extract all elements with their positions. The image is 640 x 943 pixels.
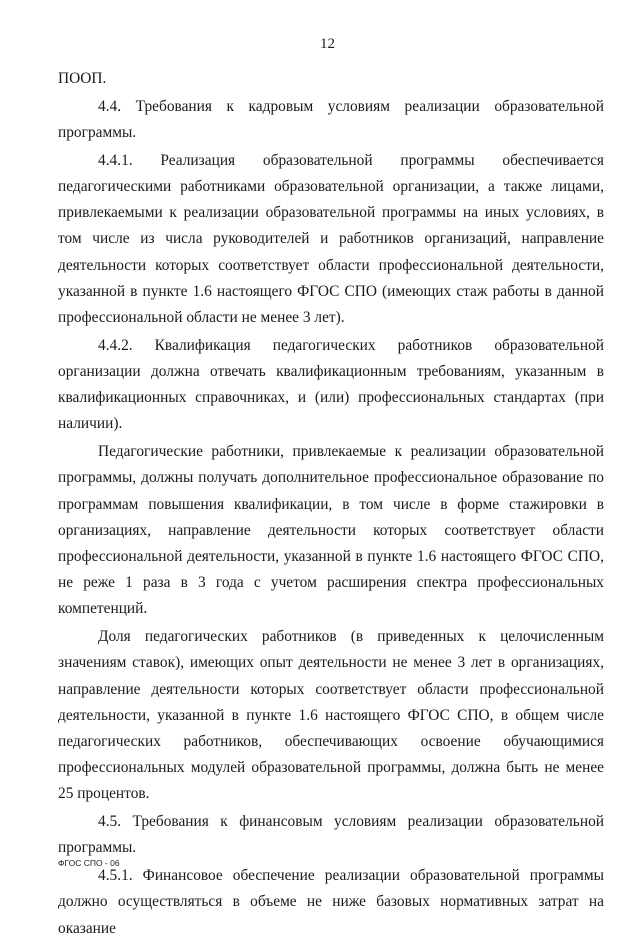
paragraph-4-5-1: 4.5.1. Финансовое обеспечение реализации образовательной программы должно осуществляться в объеме не ниже базовых нормативных затрат на оказание <box>58 867 604 937</box>
paragraph-teachers-training: Педагогические работники, привлекаемые к реализации образовательной программы, должны получать дополнительное профессиональное образование по программам повышения квалификации, в том числе в форме стажировки в организациях, направление деятельности которых соответствует области профессиональной деятельности, указанной в пункте 1.6 настоящего ФГОС СПО, не реже 1 раза в 3 года с учетом расширения спектра профессиональных компетенций. <box>58 443 604 618</box>
document-body <box>58 66 604 943</box>
paragraph-continuation: ПООП. <box>58 70 107 87</box>
section-heading-4-5: 4.5. Требования к финансовым условиям реализации образовательной программы. <box>58 813 604 857</box>
section-heading-4-4: 4.4. Требования к кадровым условиям реализации образовательной программы. <box>58 97 604 141</box>
footer-code: ФГОС СПО - 06 <box>58 858 120 868</box>
page-number: 12 <box>320 36 335 52</box>
paragraph-teachers-share: Доля педагогических работников (в приведенных к целочисленным значениям ставок), имеющих опыт деятельности не менее 3 лет в организациях, направление деятельности которых соответствует области профессиональной деятельности, указанной в пункте 1.6 настоящего ФГОС СПО, в общем числе педагогических работников, обеспечивающих освоение обучающимися профессиональных модулей образовательной программы, должна быть не менее 25 процентов. <box>58 628 604 803</box>
paragraph-4-4-2: 4.4.2. Квалификация педагогических работников образовательной организации должна отвечать квалификационным требованиям, указанным в квалификационных справочниках, и (или) профессиональных стандартах (при наличии). <box>58 336 604 433</box>
paragraph-4-4-1: 4.4.1. Реализация образовательной программы обеспечивается педагогическими работниками образовательной организации, а также лицами, привлекаемыми к реализации образовательной программы на иных условиях, в том числе из числа руководителей и работников организаций, направление деятельности которых соответствует области профессиональной деятельности, указанной в пункте 1.6 настоящего ФГОС СПО (имеющих стаж работы в данной профессиональной области не менее 3 лет). <box>58 151 604 327</box>
